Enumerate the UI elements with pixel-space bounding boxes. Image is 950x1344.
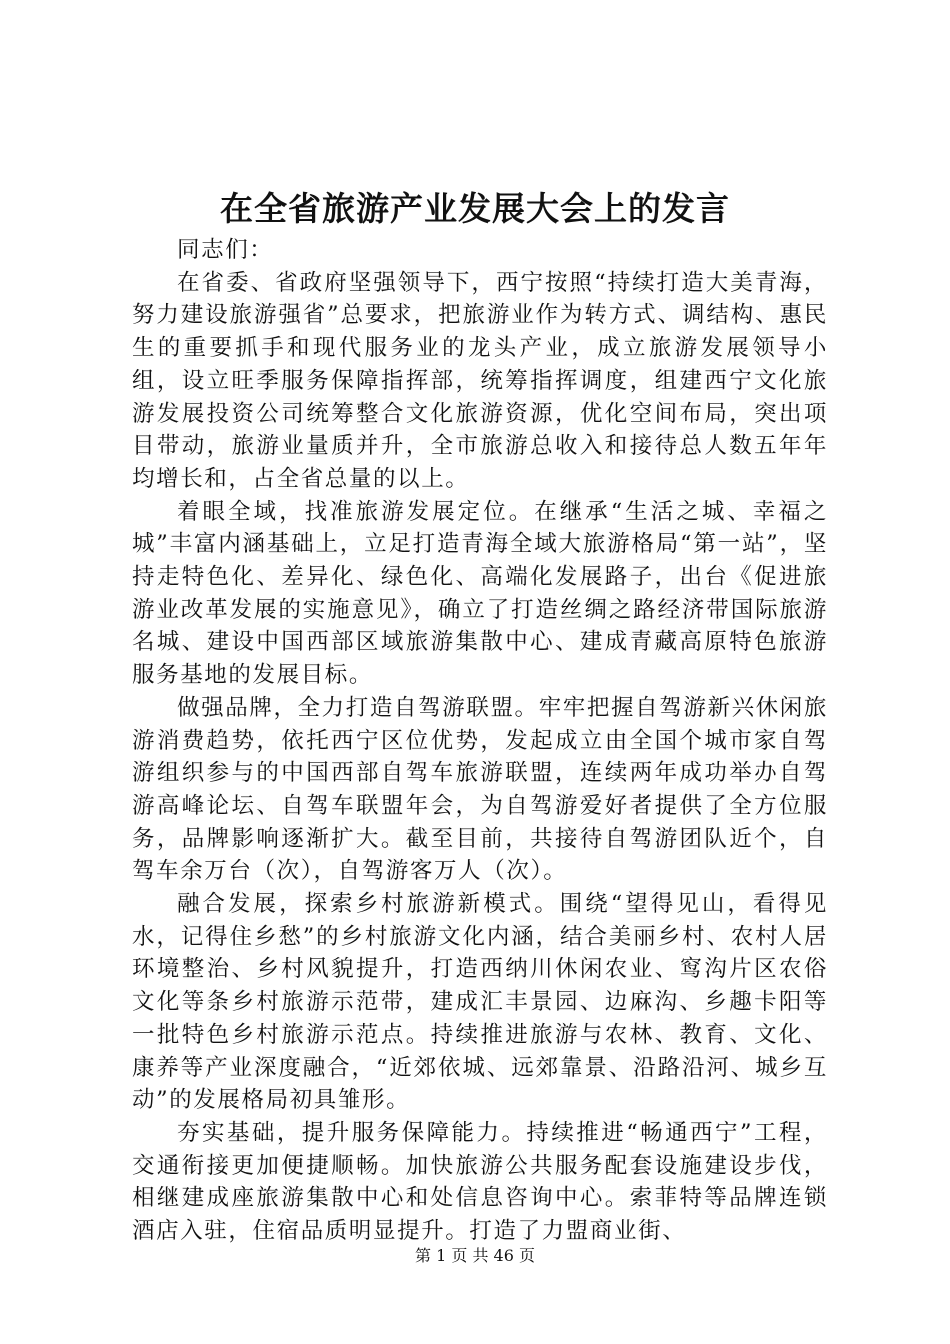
paragraph-3: 做强品牌，全力打造自驾游联盟。牢牢把握自驾游新兴休闲旅游消费趋势，依托西宁区位优势，发起成立由全国个城市家自驾游组织参与的中国西部自驾车旅游联盟，连续两年成功举办自驾游高峰论坛、自驾车联盟年会，为自驾游爱好者提供了全方位服务，品牌影响逐渐扩大。截至目前，共接待自驾游团队近个，自驾车余万台（次），自驾游客万人（次）。 <box>132 694 828 885</box>
paragraph-2: 着眼全域，找准旅游发展定位。在继承“生活之城、幸福之城”丰富内涵基础上，立足打造青海全域大旅游格局“第一站”，坚持走特色化、差异化、绿色化、高端化发展路子，出台《促进旅游业改革发展的实施意见》，确立了打造丝绸之路经济带国际旅游名城、建设中国西部区域旅游集散中心、建成青藏高原特色旅游服务基地的发展目标。 <box>132 498 828 689</box>
salutation: 同志们： <box>177 237 274 263</box>
page-footer: 第 1 页 共 46 页 <box>415 1246 535 1265</box>
document-title: 在全省旅游产业发展大会上的发言 <box>220 189 730 228</box>
paragraph-4: 融合发展，探索乡村旅游新模式。围绕“望得见山，看得见水，记得住乡愁”的乡村旅游文化内涵，结合美丽乡村、农村人居环境整治、乡村风貌提升，打造西纳川休闲农业、窎沟片区农俗文化等条乡村旅游示范带，建成汇丰景园、边麻沟、乡趣卡阳等一批特色乡村旅游示范点。持续推进旅游与农林、教育、文化、康养等产业深度融合，“近郊依城、远郊靠景、沿路沿河、城乡互动”的发展格局初具雏形。 <box>132 891 828 1114</box>
paragraph-1: 在省委、省政府坚强领导下，西宁按照“持续打造大美青海，努力建设旅游强省”总要求，把旅游业作为转方式、调结构、惠民生的重要抓手和现代服务业的龙头产业，成立旅游发展领导小组，设立旺季服务保障指挥部，统筹指挥调度，组建西宁文化旅游发展投资公司统筹整合文化旅游资源，优化空间布局，突出项目带动，旅游业量质并升，全市旅游总收入和接待总人数五年年均增长和，占全省总量的以上。 <box>132 269 828 492</box>
document-body <box>132 234 828 1248</box>
paragraph-5: 夯实基础，提升服务保障能力。持续推进“畅通西宁”工程，交通衔接更加便捷顺畅。加快旅游公共服务配套设施建设步伐，相继建成座旅游集散中心和处信息咨询中心。索菲特等品牌连锁酒店入驻，住宿品质明显提升。打造了力盟商业街、 <box>132 1119 828 1245</box>
